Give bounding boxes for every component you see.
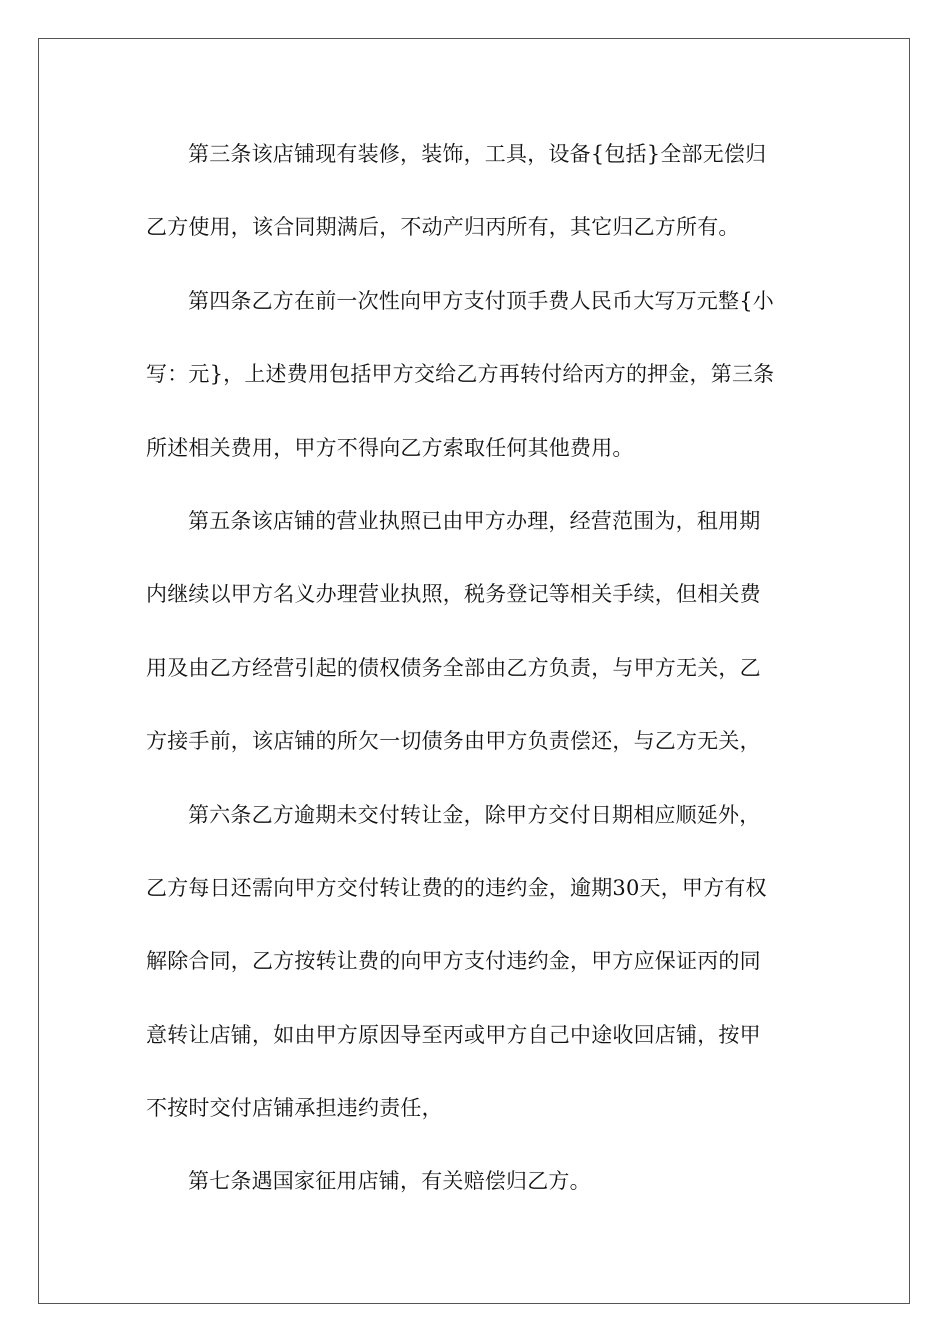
text-line: 所述相关费用，甲方不得向乙方索取任何其他费用。 [146,435,634,460]
text-line: 用及由乙方经营引起的债权债务全部由乙方负责，与甲方无关，乙 [146,655,761,680]
text-line: 写：元}，上述费用包括甲方交给乙方再转付给丙方的押金，第三条 [146,362,775,387]
document-body [146,118,806,1219]
text-line: 第七条遇国家征用店铺，有关赔偿归乙方。 [188,1169,591,1194]
text-line: 第六条乙方逾期未交付转让金，除甲方交付日期相应顺延外， [188,802,761,827]
text-line: 乙方每日还需向甲方交付转让费的的违约金，逾期30天，甲方有权 [146,875,767,900]
text-line: 第四条乙方在前一次性向甲方支付顶手费人民币大写万元整{小 [188,288,774,313]
text-line: 意转让店铺，如由甲方原因导至丙或甲方自己中途收回店铺，按甲 [146,1022,761,1047]
text-line: 乙方使用，该合同期满后，不动产归丙所有，其它归乙方所有。 [146,215,740,240]
text-line: 内继续以甲方名义办理营业执照，税务登记等相关手续，但相关费 [146,582,761,607]
text-line: 第五条该店铺的营业执照已由甲方办理，经营范围为，租用期 [188,508,761,533]
text-line: 不按时交付店铺承担违约责任， [146,1096,443,1121]
text-line: 第三条该店铺现有装修，装饰，工具，设备{包括}全部无偿归 [188,142,767,166]
text-line: 解除合同，乙方按转让费的向甲方支付违约金，甲方应保证丙的同 [146,949,761,974]
text-line: 方接手前，该店铺的所欠一切债务由甲方负责偿还，与乙方无关， [146,729,761,754]
